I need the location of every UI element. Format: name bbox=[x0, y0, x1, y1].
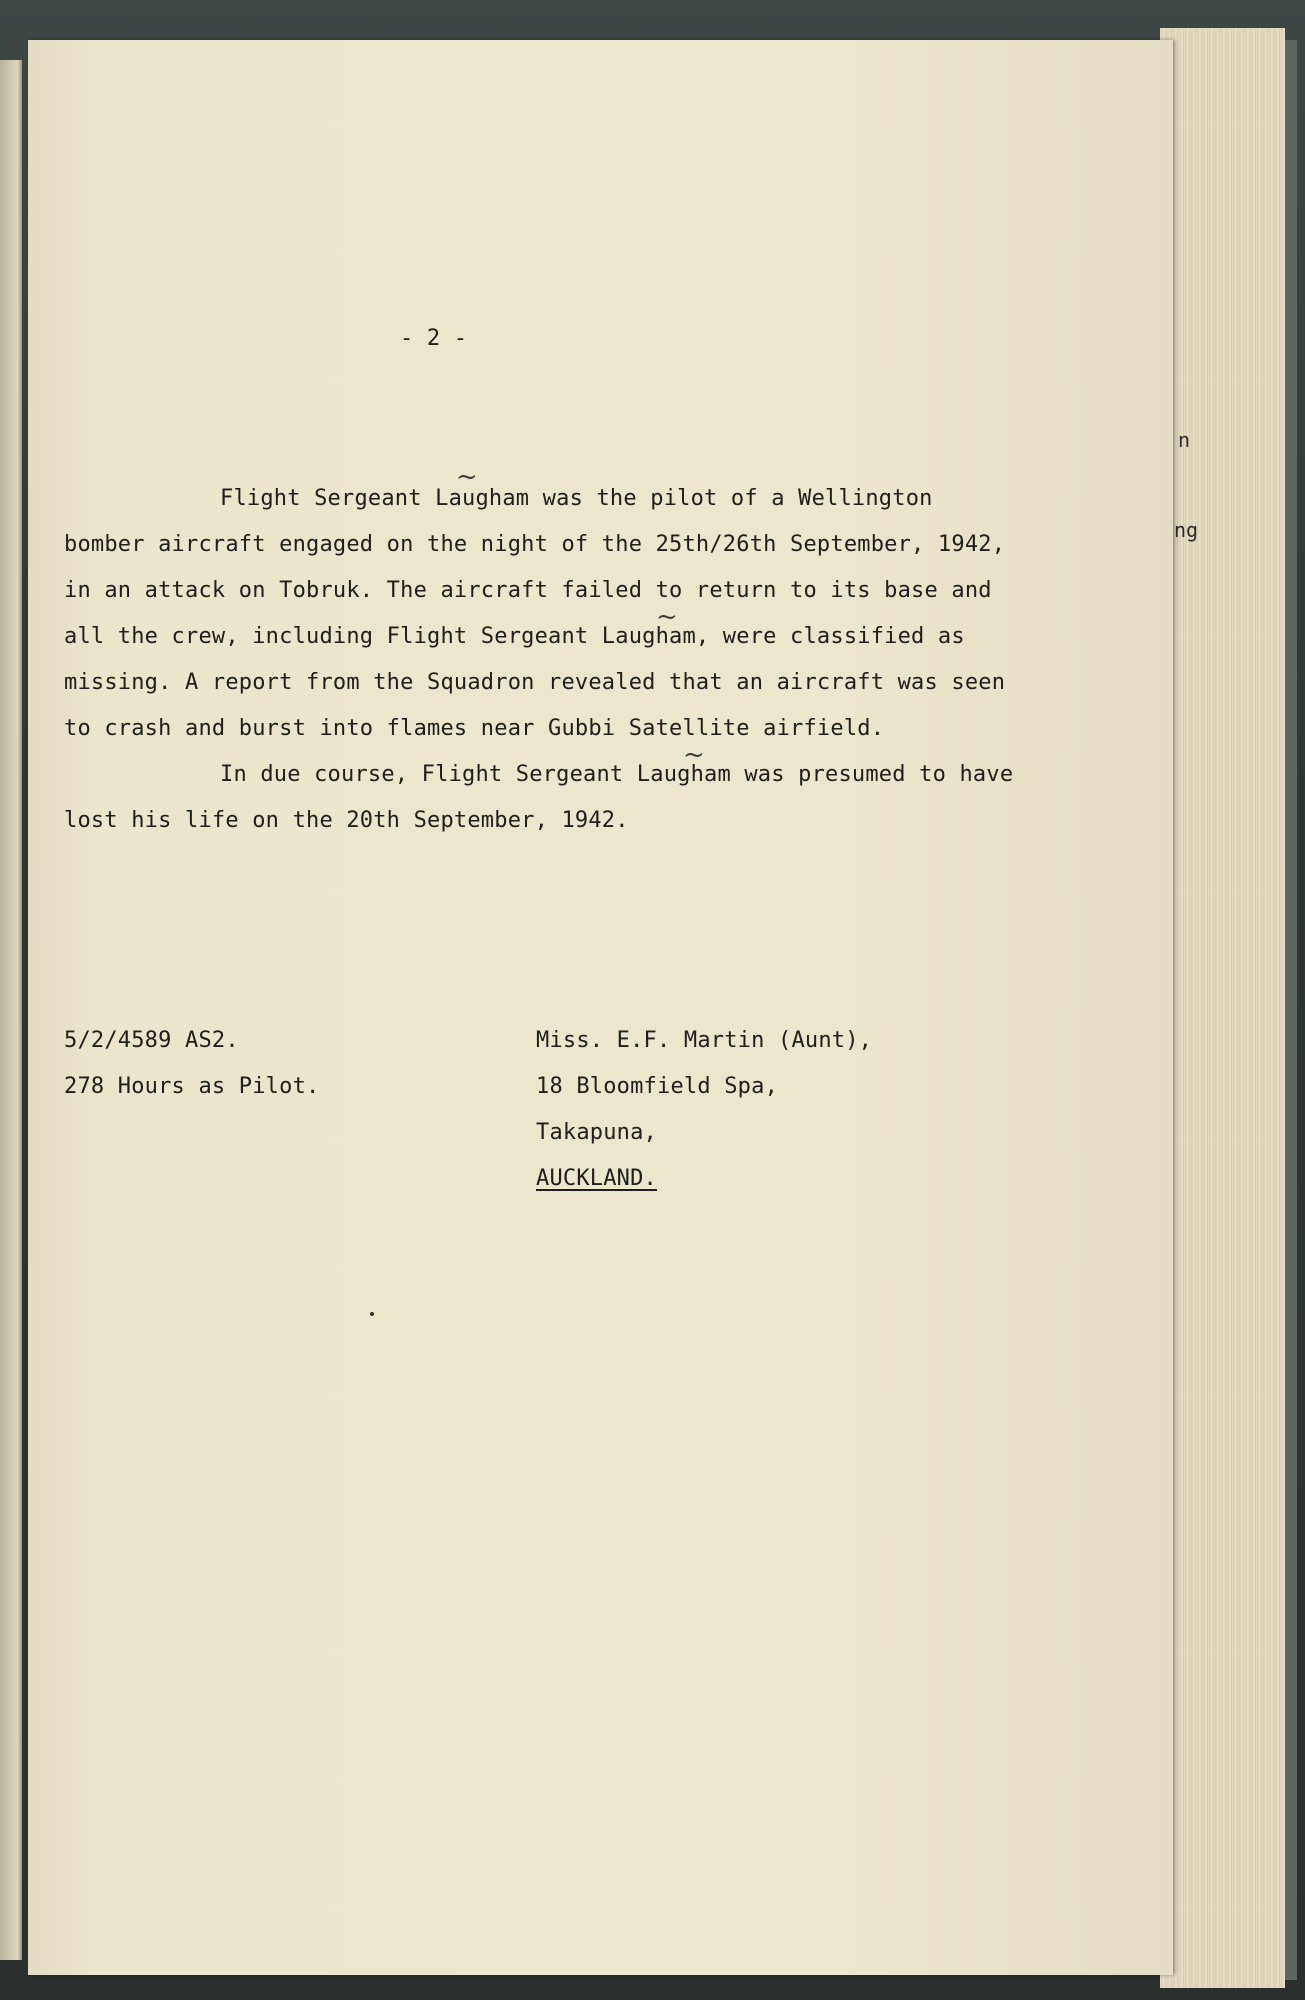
paragraph-line: bomber aircraft engaged on the night of the 25th/26th September, 1942, bbox=[64, 532, 1006, 557]
next-of-kin-street: 18 Bloomfield Spa, bbox=[536, 1074, 779, 1099]
adjacent-page-fragment: n bbox=[1178, 428, 1191, 452]
flying-hours: 278 Hours as Pilot. bbox=[64, 1074, 320, 1099]
paragraph-line: all the crew, including Flight Sergeant Laugham, were classified as bbox=[64, 624, 965, 649]
book-left-edge bbox=[0, 60, 22, 1960]
next-of-kin-suburb: Takapuna, bbox=[536, 1120, 658, 1145]
correction-mark: ~ bbox=[456, 462, 478, 492]
correction-mark: ~ bbox=[656, 602, 678, 632]
ink-speck bbox=[370, 1312, 374, 1316]
page-stack-edge bbox=[1160, 28, 1285, 1988]
paragraph-line: lost his life on the 20th September, 1942. bbox=[64, 808, 629, 833]
paragraph-line: In due course, Flight Sergeant Laugham was presumed to have bbox=[220, 762, 1014, 787]
page-number: - 2 - bbox=[400, 326, 468, 351]
next-of-kin-city: AUCKLAND. bbox=[536, 1166, 658, 1191]
file-reference: 5/2/4589 AS2. bbox=[64, 1028, 239, 1053]
correction-mark: ~ bbox=[683, 740, 705, 770]
adjacent-page-fragment: ng bbox=[1174, 518, 1199, 542]
next-of-kin-name: Miss. E.F. Martin (Aunt), bbox=[536, 1028, 873, 1053]
paragraph-line: missing. A report from the Squadron revealed that an aircraft was seen bbox=[64, 670, 1006, 695]
paragraph-line: in an attack on Tobruk. The aircraft failed to return to its base and bbox=[64, 578, 992, 603]
page-stack-shadow bbox=[1285, 40, 1297, 1980]
document-page bbox=[28, 40, 1173, 1975]
paragraph-line: Flight Sergeant Laugham was the pilot of a Wellington bbox=[220, 486, 933, 511]
paragraph-line: to crash and burst into flames near Gubbi Satellite airfield. bbox=[64, 716, 885, 741]
